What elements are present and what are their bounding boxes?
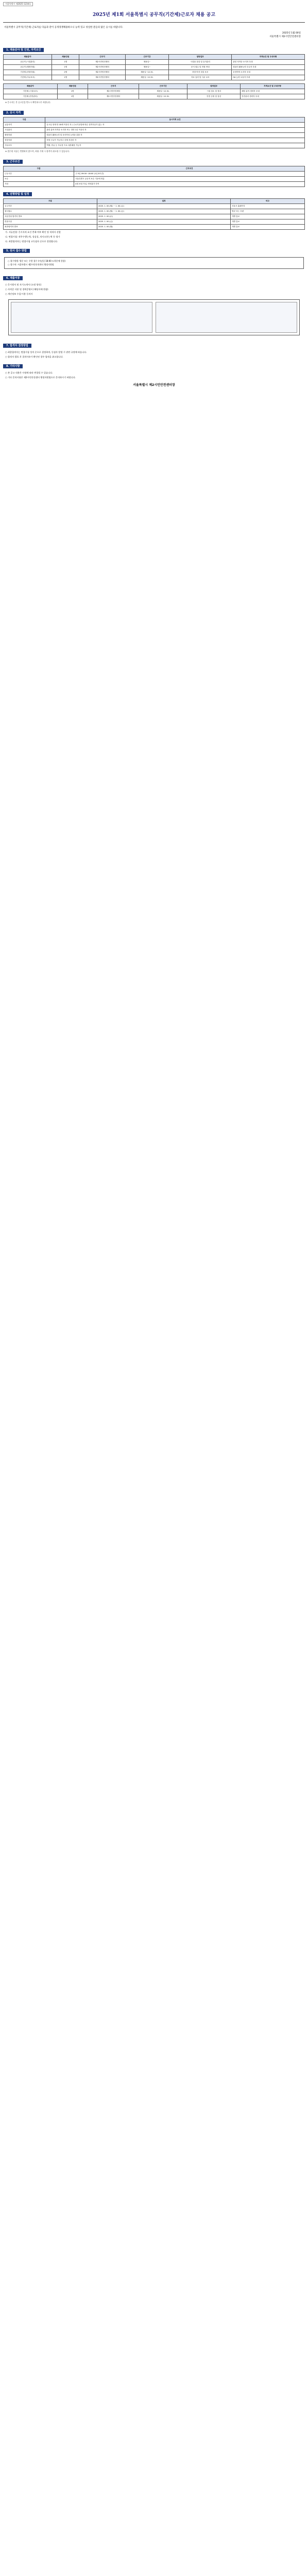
table-cell: 행정지원 xyxy=(4,133,45,138)
table-cell: 면접시험 xyxy=(4,219,97,225)
section-heading: 8. 기타사항 xyxy=(3,364,23,368)
table-cell: 4대 보험 가입, 연차휴가 부여 xyxy=(74,182,305,187)
table-row xyxy=(4,138,305,143)
section-heading: 3. 근무조건 xyxy=(3,160,23,164)
paragraph: 다. 최종합격자는 면접시험 고득점자 순으로 결정합니다. xyxy=(5,240,58,243)
date-block xyxy=(3,31,305,39)
table-row xyxy=(4,133,305,138)
section-heading: 5. 원서 접수 방법 xyxy=(3,249,30,253)
section-heading: 2. 응시 자격 xyxy=(3,111,24,115)
schedule-table xyxy=(3,198,305,230)
table-cell: 문서 접수 및 민원 안내 xyxy=(169,65,232,70)
table-header: 근무기간 xyxy=(125,55,168,60)
section-heading: 1. 채용분야 및 인원, 자격요건 xyxy=(3,48,44,52)
table-cell: 기간제 (현장지원) xyxy=(4,70,52,75)
section-heading: 7. 합격자 결정방법 xyxy=(3,344,31,348)
table-cell: 기간제 (안전관리) xyxy=(4,94,58,99)
paragraph: ○ 본 공고 내용은 사정에 따라 변경될 수 있습니다. xyxy=(5,371,53,374)
issuer: 서울특별시 제2시민안전센터장 xyxy=(269,36,301,38)
table-cell: 자료 입력 및 사무 보조 xyxy=(169,75,232,80)
table-header: 구분 xyxy=(4,199,97,204)
table-cell: 시설물 점검 및 유지관리 xyxy=(169,60,232,65)
table-header: 담당업무 xyxy=(169,55,232,60)
table-row xyxy=(4,60,305,65)
table-cell: 제2시민안전센터 xyxy=(88,94,139,99)
table-cell: 2명 xyxy=(52,70,79,75)
table-header: 구분 xyxy=(4,166,74,172)
table-cell: 채용일~ xyxy=(125,60,168,65)
table-cell: 서울시 홈페이지 xyxy=(231,204,305,209)
table-row xyxy=(4,172,305,177)
table-cell: 공무직 (시설관리) xyxy=(4,60,52,65)
table-cell: 컴퓨터 활용능력 및 문서작성 능력을 갖춘 자 xyxy=(45,133,305,138)
table-row xyxy=(4,225,305,230)
table-cell: 기간제 (시설보조) xyxy=(4,89,58,94)
table-header: 일정 xyxy=(97,199,231,204)
table-cell: 채용일~12.31. xyxy=(125,75,168,80)
table-cell: 관련 자격증 소지자 우대 xyxy=(232,60,305,65)
table-cell: 1명 xyxy=(57,89,88,94)
table-row xyxy=(4,209,305,214)
table-cell: 관련 분야 자격증 소지자 또는 경력 1년 이상인 자 xyxy=(45,128,305,133)
table-cell: 채용일~12.31. xyxy=(139,89,187,94)
table-cell: 채용일~12.31. xyxy=(125,70,168,75)
table-row xyxy=(4,70,305,75)
paragraph: ○ 자격증 사본 및 경력증명서 (해당자에 한함) xyxy=(5,288,48,291)
table-cell: 제2시민안전센터 xyxy=(88,89,139,94)
table-cell: 운전면허 소지자 우대 xyxy=(232,70,305,75)
table-row xyxy=(4,177,305,182)
section-heading: 4. 전형방법 및 일정 xyxy=(3,192,32,196)
table-header: 구분 xyxy=(4,117,45,123)
table-cell: 주 5일 09:00~18:00 (1일 8시간) xyxy=(74,172,305,177)
table-cell: 제2시민안전센터 xyxy=(79,65,125,70)
form-pane xyxy=(156,302,297,333)
table-cell: 현장 안전 점검 보조 xyxy=(169,70,232,75)
table-row xyxy=(4,75,305,80)
table-header: 자격요건 및 우대사항 xyxy=(241,84,305,89)
table-cell: 2025. 1. 00.(월) xyxy=(97,225,231,230)
recruit-table-2 xyxy=(3,83,305,99)
table-row xyxy=(4,89,305,94)
table-cell: 시설 청소 및 정리 xyxy=(187,89,241,94)
paragraph: ○ 최종합격자는 면접시험 성적 순으로 결정하며, 동점자 발생 시 관련 규정에 따릅니다. xyxy=(5,351,87,353)
table-cell: 2025. 1. 00.(수) xyxy=(97,214,231,219)
paragraph: ○ 접수처: 서울특별시 제2시민안전센터 행정지원팀 xyxy=(8,263,54,266)
paragraph: 가. 서류전형: 응시자격 요건 충족 여부 확인 및 적격자 선발 xyxy=(5,231,61,233)
table-row xyxy=(4,94,305,99)
table-cell: 공무직 (행정지원) xyxy=(4,65,52,70)
table-header: 채용분야 xyxy=(4,55,52,60)
table-cell: 1명 xyxy=(52,75,79,80)
table-cell: 근무시간 xyxy=(4,172,74,177)
table-row xyxy=(4,204,305,209)
table-row xyxy=(4,128,305,133)
paragraph: 나. 면접시험: 직무수행능력, 성실성, 의사소통능력 등 평가 xyxy=(5,235,60,238)
table-cell: 서울특별시 공무직 보수 기준에 따름 xyxy=(74,177,305,182)
doc-number: 서울특별시 제2025-1234호 xyxy=(3,2,33,6)
table-header: 근무지 xyxy=(88,84,139,89)
table-row xyxy=(4,219,305,225)
table-header: 자격요건 및 우대사항 xyxy=(232,55,305,60)
table-cell: 공통자격 xyxy=(4,123,45,128)
document xyxy=(3,2,305,387)
table-cell: 해당 분야 경력자 우대 xyxy=(241,89,305,94)
table-cell: 개별 통보 xyxy=(231,214,305,219)
table-cell: 1명 xyxy=(57,94,88,99)
condition-table xyxy=(3,166,305,187)
table-cell: 보수 xyxy=(4,177,74,182)
recruit-table-1 xyxy=(3,54,305,80)
table-cell: 개별 통보 xyxy=(231,219,305,225)
table-header: 근무조건 xyxy=(74,166,305,172)
table-cell: 채용일~ xyxy=(125,65,168,70)
table-cell: 개별 통보 xyxy=(231,225,305,230)
table-header: 채용분야 xyxy=(4,84,58,89)
section-heading: 6. 제출서류 xyxy=(3,276,23,280)
table-header: 담당업무 xyxy=(187,84,241,89)
table-cell: 2025. 1. 00.(월) ~ 1. 00.(금) xyxy=(97,209,231,214)
form-screenshot xyxy=(8,299,300,335)
table-cell: 안전 순찰 및 점검 xyxy=(187,94,241,99)
table-row xyxy=(4,65,305,70)
table-cell: 2025. 1. 00.(금) xyxy=(97,219,231,225)
table-cell: 채용일~12.31. xyxy=(139,94,187,99)
table-cell: 원서접수 xyxy=(4,209,97,214)
table-cell: 제2시민안전센터 xyxy=(79,60,125,65)
paragraph: ○ 접수방법: 방문 또는 우편 접수 (마감일 18:00 도착분에 한함) xyxy=(8,260,66,262)
table-cell: 시설관리 xyxy=(4,128,45,133)
page-title: 2025년 제1회 서울특별시 공무직(기간제)근로자 채용 공고 xyxy=(3,9,305,23)
table-cell: 2025. 1. 00.(월) ~ 1. 00.(금) xyxy=(97,204,231,209)
table-cell: OA 능력 보유자 우대 xyxy=(232,75,305,80)
table-cell: 현장지원 xyxy=(4,138,45,143)
table-header: 근무기간 xyxy=(139,84,187,89)
table-cell: 방문 또는 우편 xyxy=(231,209,305,214)
apply-box xyxy=(4,257,304,269)
note: ※ 응시자는 본 공고문을 반드시 확인하시기 바랍니다. xyxy=(5,101,51,104)
table-row xyxy=(4,123,305,128)
table-cell: 기간제 (사무보조) xyxy=(4,75,52,80)
table-cell: 안전관리 경력자 우대 xyxy=(241,94,305,99)
table-cell: 엑셀, 한글 등 사무용 프로그램 활용 가능자 xyxy=(45,143,305,148)
paragraph: ○ 기타 문의사항은 제2시민안전센터 행정지원팀으로 문의하시기 바랍니다. xyxy=(5,376,76,379)
table-cell: 최종합격자 발표 xyxy=(4,225,97,230)
table-row xyxy=(4,214,305,219)
signature: 서울특별시 제2시민안전센터장 xyxy=(133,383,175,387)
table-cell: 제2시민안전센터 xyxy=(79,75,125,80)
table-cell: 현장 근무가 가능하고 신체 건강한 자 xyxy=(45,138,305,143)
table-cell: 공고기간 xyxy=(4,204,97,209)
table-cell: 사무보조 xyxy=(4,143,45,148)
table-cell: 제2시민안전센터 xyxy=(79,70,125,75)
table-header: 채용인원 xyxy=(52,55,79,60)
table-cell: 1명 xyxy=(52,60,79,65)
table-cell: 컴퓨터 활용능력 우수자 우대 xyxy=(232,65,305,70)
paragraph: ○ 응시원서 및 자기소개서 (소정 양식) xyxy=(5,283,42,286)
table-cell: 공고일 현재 만 18세 이상인 자 / 근로기준법에 따른 결격사유가 없는 자 xyxy=(45,123,305,128)
announce-date: 2025년 1월 00일 xyxy=(282,32,301,35)
paragraph: ○ 합격자 발표 후 결격사유가 확인된 경우 합격을 취소합니다. xyxy=(5,355,63,358)
table-header: 근무지 xyxy=(79,55,125,60)
table-cell: 1명 xyxy=(52,65,79,70)
table-cell: 기타 xyxy=(4,182,74,187)
table-header: 응시자격 요건 xyxy=(45,117,305,123)
intro-text: 서울특별시 공무직(기간제) 근로자를 다음과 같이 공개경쟁채용하오니 능력 있고 성실한 분들의 많은 응시를 바랍니다. xyxy=(4,26,123,29)
form-pane xyxy=(11,302,152,333)
table-row xyxy=(4,143,305,148)
note: ※ 접수된 서류는 반환하지 않으며, 허위 기재 시 합격이 취소될 수 있습니다. xyxy=(5,150,70,152)
table-header: 채용인원 xyxy=(57,84,88,89)
qualification-table xyxy=(3,117,305,148)
paragraph: ○ 개인정보 수집·이용 동의서 xyxy=(5,293,33,295)
table-header: 비고 xyxy=(231,199,305,204)
table-cell: 서류전형 합격자 발표 xyxy=(4,214,97,219)
table-row xyxy=(4,182,305,187)
